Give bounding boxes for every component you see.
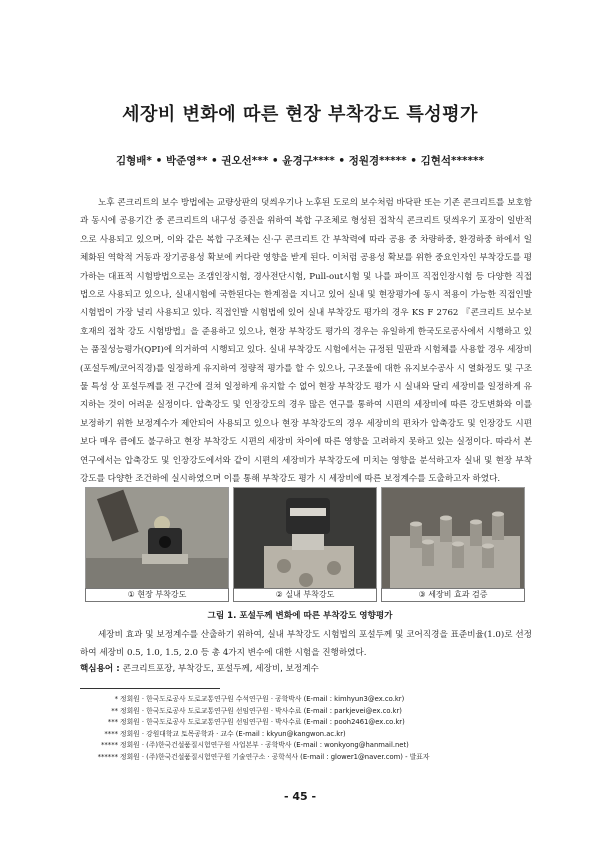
footnote: [80, 729, 540, 741]
footnote-mark: **: [111, 706, 118, 715]
footnote-text: 정회원 · 강원대학교 토목공학과 · 교수 (E-mail : kkyun@kangwon.ac.kr): [120, 729, 346, 738]
footnote-mark: ***: [107, 718, 118, 726]
subcaption-3: ③ 세장비 효과 검증: [381, 588, 525, 602]
footnote: [80, 740, 540, 752]
footnote: [80, 717, 540, 729]
paper-title: 세장비 변화에 따른 현장 부착강도 특성평가: [122, 104, 478, 125]
footnote: [80, 694, 540, 706]
footnote-divider: [80, 688, 220, 689]
footnote-mark: *****: [101, 741, 118, 749]
figure-photos: [85, 487, 525, 599]
method-paragraph: 세장비 효과 및 보정계수를 산출하기 위하여, 실내 부착강도 시험법의 포설두께 및 코어직경을 표준비율(1.0)로 선정하여 세장비 0.5, 1.0, 1.5, 2.0 등 총 4가지 변수에 대한 시험을 진행하였다.: [80, 630, 532, 658]
footnote: [80, 706, 540, 718]
footnote: [80, 752, 540, 764]
footnote-text: 정회원 · (주)한국건설품질시험연구원 기술연구소 · 공학석사 (E-mail : glower1@naver.com) - 발표자: [120, 752, 430, 761]
keywords-label: 핵심용어 :: [80, 664, 120, 674]
footnote-text: 정회원 · (주)한국건설품질시험연구원 사업본부 · 공학박사 (E-mail : wonkyong@hanmail.net): [120, 741, 409, 749]
photo-slenderness-verification: [381, 487, 525, 599]
figure-subcaptions: [85, 588, 525, 602]
footnote-text: 정회원 · 한국도로공사 도로교통연구원 선임연구원 · 박사수료 (E-mail : pooh2461@ex.co.kr): [120, 718, 405, 726]
figure-caption: 그림 1. 포설두께 변화에 따른 부착강도 영향평가: [207, 611, 393, 621]
subcaption-1: ① 현장 부착강도: [85, 588, 229, 602]
keywords: [80, 662, 319, 674]
author-list: 김형배* • 박준영** • 권오선*** • 윤경구**** • 정원경***** • 김현석******: [116, 155, 484, 167]
footnote-mark: ****: [104, 729, 118, 738]
keywords-value: 콘크리트포장, 부착강도, 포설두께, 세장비, 보정계수: [122, 664, 319, 674]
page-number: - 45 -: [283, 790, 317, 803]
photo-field-bond-test: [85, 487, 229, 599]
footnote-text: 정회원 · 한국도로공사 도로교통연구원 선임연구원 · 박사수료 (E-mail : parkjevei@ex.co.kr): [120, 706, 402, 715]
footnote-mark: ******: [97, 752, 118, 761]
photo-lab-bond-test: [233, 487, 377, 599]
footnote-mark: *: [114, 695, 118, 703]
abstract-paragraph: 노후 콘크리트의 보수 방법에는 교량상판의 덧씌우기나 노후된 도로의 보수처럼 바닥판 또는 기존 콘크리트를 보호함과 동시에 공용기간 중 콘크리트의 내구성 증진을 위하여 복합 구조체로 형성된 접착식 콘크리트 덧씌우기 포장이 일반적으로 사용되고 있으며, 이와 같은 복합 구조체는 신·구 콘크리트 간 부착력에 따라 공용 중 차량하중, 환경하중 하에서 일체화된 역학적 거동과 장기공용성 확보에 커다란 영향을 받게 된다. 이처럼 공용성 확보를 위한 중요인자인 부착강도를 평가하는 대표적 시험방법으로는 조갬인장시험, 경사전단시험, Pull-out시험 및 나를 파이프 직접인장시험 등 다양한 직접법으로 사용되고 있으나, 실내시험에 국한된다는 한계점을 지니고 있어 실내 및 현장평가에 동시 적용이 가능한 직접인발 시험법이 가장 널리 사용되고 있다. 직접인발 시험법에 있어 실내 부착강도 평가의 경우 KS F 2762 『콘크리트 보수보호재의 접착 강도 시험방법』을 준용하고 있으나, 현장 부착강도 평가의 경우는 유일하게 한국도로공사에서 시행하고 있는 품질성능평가(QPI)에 의거하여 시행되고 있다. 실내 부착강도 시험에서는 규정된 밀판과 시험체를 사용할 경우 세장비(포설두께/코어직경)를 일정하게 유지하여 정량적 평가를 할 수 있으나, 구조물에 대한 유지보수공사 시 열화정도 및 구조물 특성 상 포설두께를 전 구간에 걸쳐 일정하게 유지할 수 없어 현장 부착강도 평가 시 실내와 달리 세장비를 일정하게 유지하는 것이 어려운 실정이다. 압축강도 및 인장강도의 경우 많은 연구를 통하여 시편의 세장비에 따른 강도변화와 이를 보정하기 위한 보정계수가 제안되어 사용되고 있으나 현장 부착강도의 경우 세장비의 편차가 압축강도 및 인장강도 시편보다 매우 큼에도 불구하고 현장 부착강도 시편의 세장비 차이에 따른 영향을 고려하지 못하고 있는 실정이다. 따라서 본 연구에서는 압축강도 및 인장강도에서와 같이 시편의 세장비가 부착강도에 미치는 영향을 분석하고자 실내 및 현장 부착강도를 다양한 조건하에 실시하였으며 이를 통해 부착강도 평가 시 세장비에 따른 보정계수를 도출하고자 하였다.: [80, 198, 532, 485]
subcaption-2: ② 실내 부착강도: [233, 588, 377, 602]
footnotes: [80, 694, 540, 763]
footnote-text: 정회원 · 한국도로공사 도로교통연구원 수석연구원 · 공학박사 (E-mail : kimhyun3@ex.co.kr): [120, 695, 405, 703]
